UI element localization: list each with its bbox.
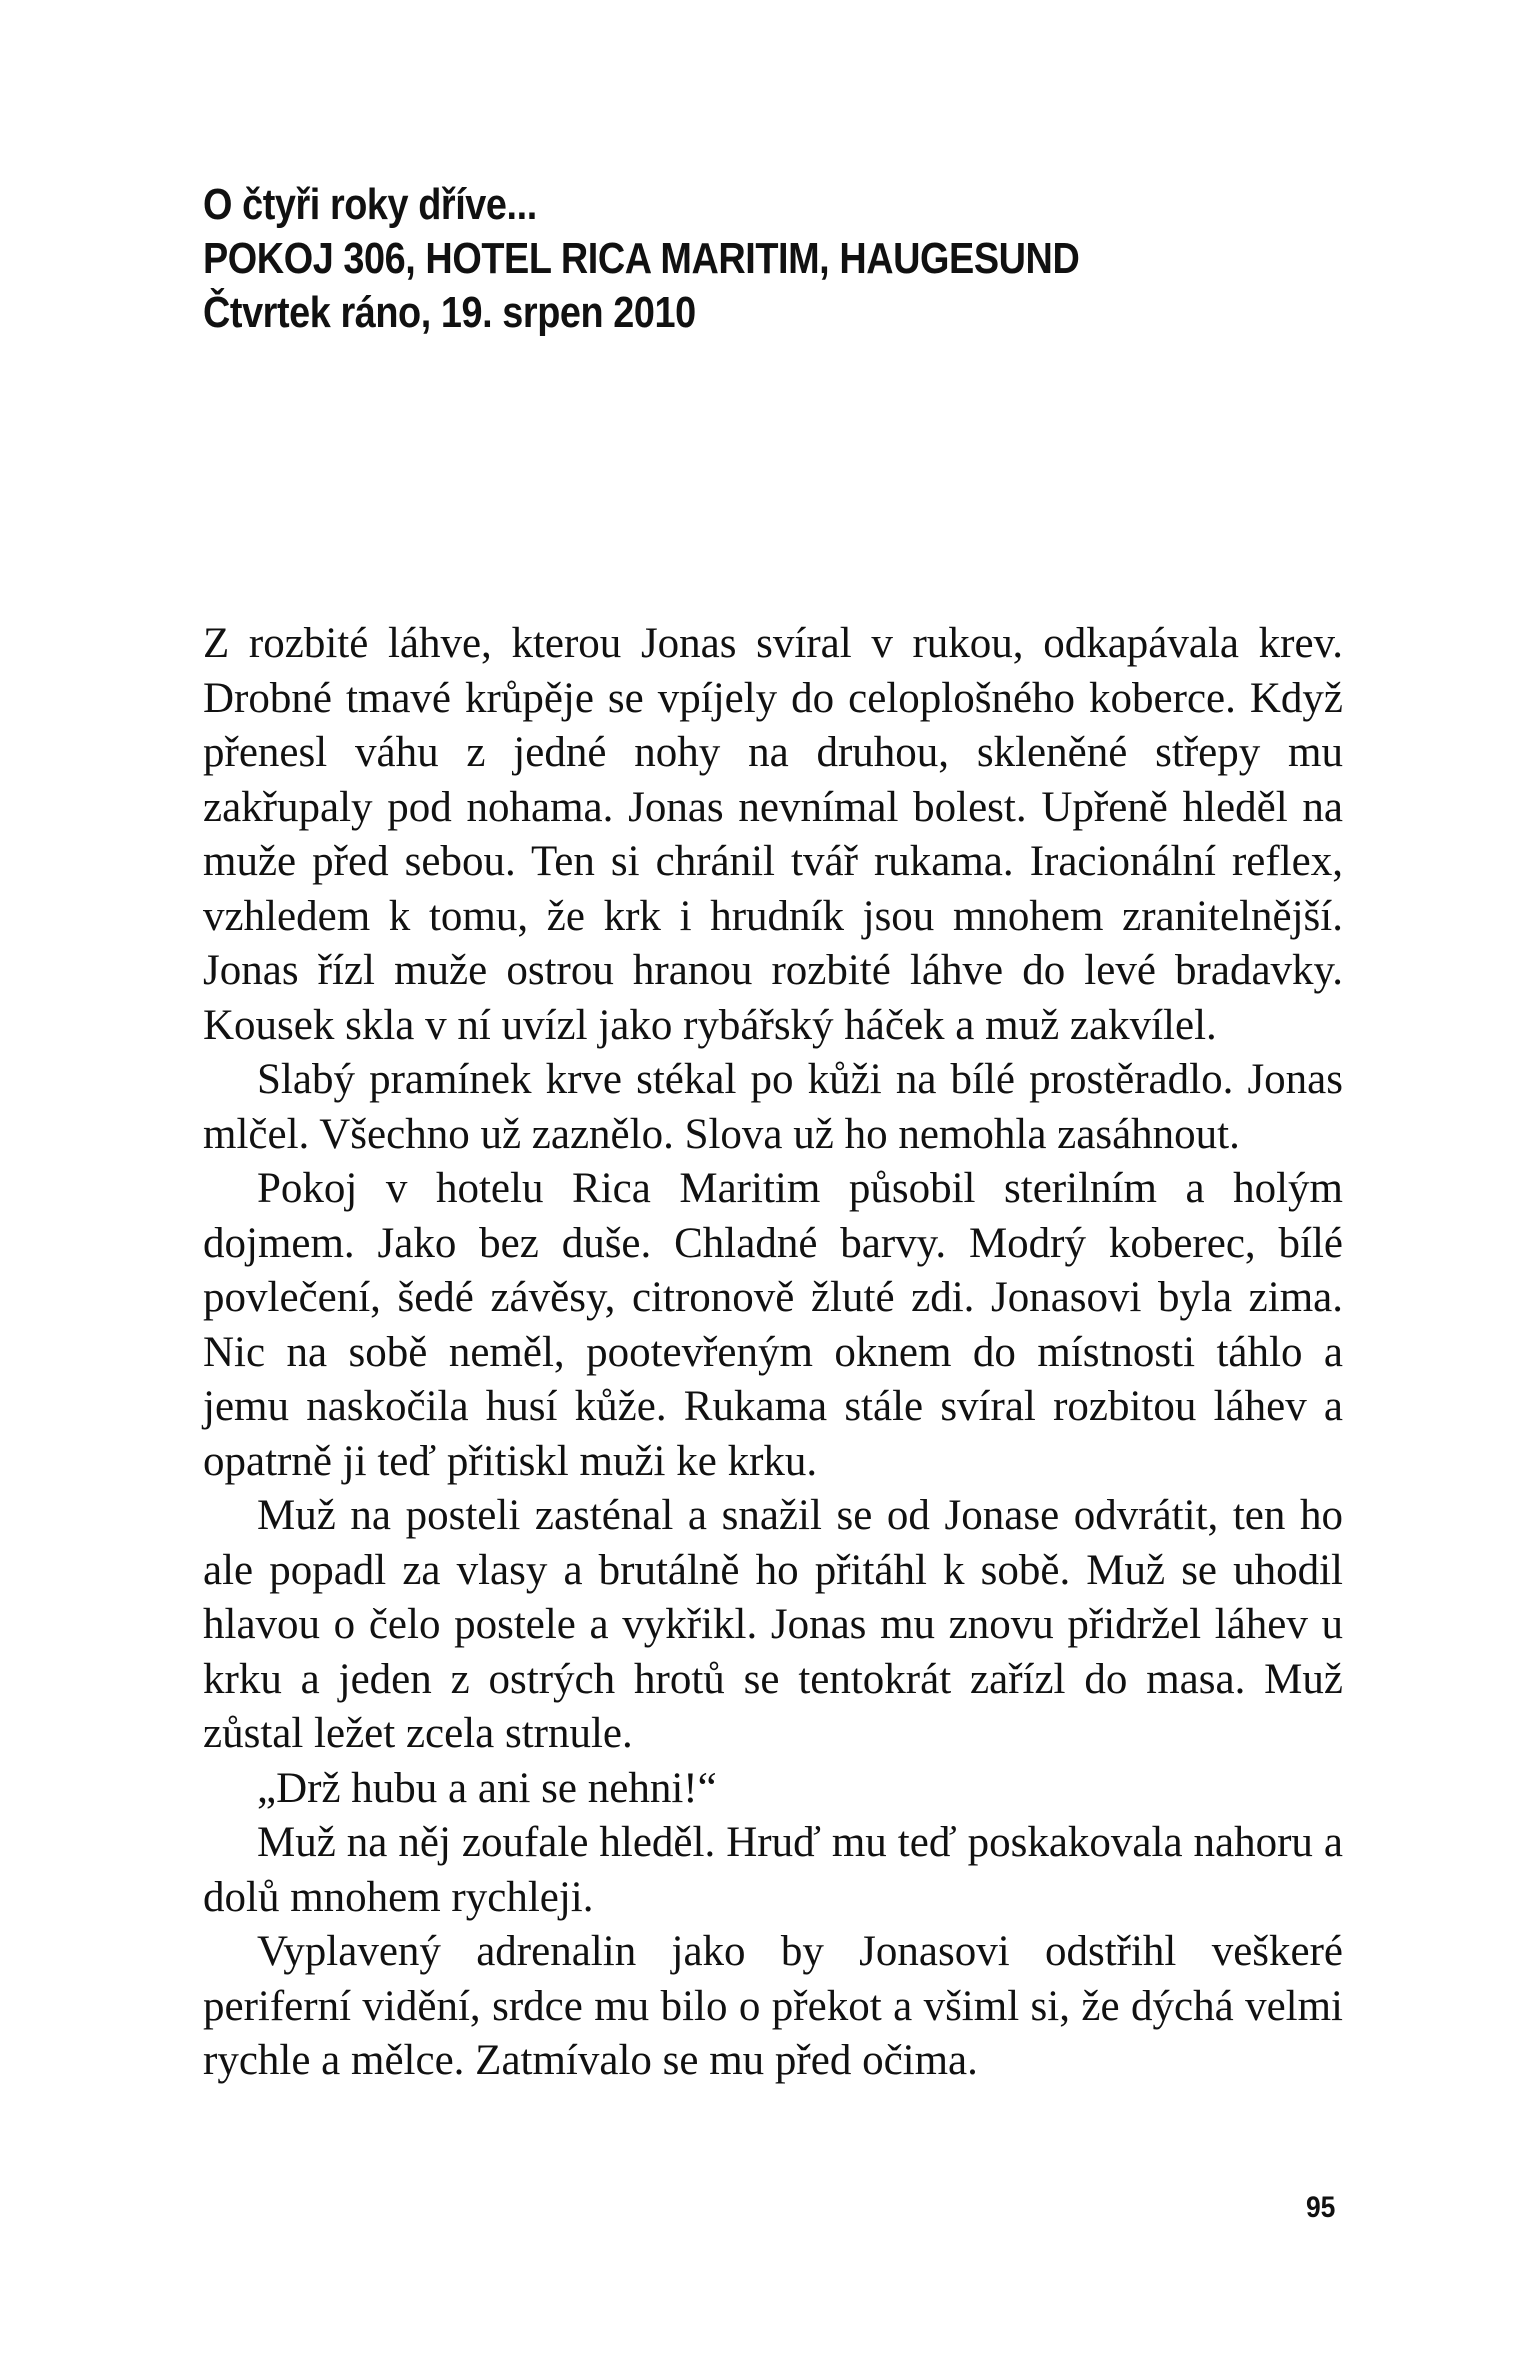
paragraph: Pokoj v hotelu Rica Maritim působil sterilním a holým dojmem. Jako bez duše. Chladné barvy. Modrý koberec, bílé povlečení, šedé závěsy, citronově žluté zdi. Jonasovi byla zima. Nic na sobě neměl, pootevřeným oknem do místnosti táhlo a jemu naskočila husí kůže. Rukama stále svíral rozbitou láhev a opatrně ji teď přitiskl muži ke krku.	[203, 1165, 1343, 1485]
chapter-heading	[203, 178, 1175, 340]
heading-location-line: POKOJ 306, HOTEL RICA MARITIM, HAUGESUND	[203, 234, 1080, 283]
paragraph: Vyplavený adrenalin jako by Jonasovi odstřihl veškeré periferní vidění, srdce mu bilo o překot a všiml si, že dýchá velmi rychle a mělce. Zatmívalo se mu před očima.	[203, 1928, 1343, 2084]
paragraph: Slabý pramínek krve stékal po kůži na bílé prostěradlo. Jonas mlčel. Všechno už zaznělo. Slova už ho nemohla zasáhnout.	[203, 1056, 1343, 1158]
page-number: 95	[1306, 2191, 1336, 2224]
paragraph: „Drž hubu a ani se nehni!“	[257, 1764, 717, 1812]
heading-date-line: Čtvrtek ráno, 19. srpen 2010	[203, 288, 696, 337]
heading-time-line: O čtyři roky dříve...	[203, 180, 537, 229]
paragraph: Muž na něj zoufale hleděl. Hruď mu teď poskakovala nahoru a dolů mnohem rychleji.	[203, 1819, 1343, 1921]
paragraph: Z rozbité láhve, kterou Jonas svíral v rukou, odkapávala krev. Drobné tmavé krůpěje se vpíjely do celoplošného koberce. Když přenesl váhu z jedné nohy na druhou, skleněné střepy mu zakřupaly pod nohama. Jonas nevnímal bolest. Upřeně hleděl na muže před sebou. Ten si chránil tvář rukama. Iracionální reflex, vzhledem k tomu, že krk i hrudník jsou mnohem zranitelnější. Jonas řízl muže ostrou hranou rozbité láhve do levé bradavky. Kousek skla v ní uvízl jako rybářský háček a muž zakvílel.	[203, 620, 1343, 1049]
chapter-body	[203, 617, 1343, 2089]
paragraph: Muž na posteli zasténal a snažil se od Jonase odvrátit, ten ho ale popadl za vlasy a brutálně ho přitáhl k sobě. Muž se uhodil hlavou o čelo postele a vykřikl. Jonas mu znovu přidržel láhev u krku a jeden z ostrých hrotů se tentokrát zařízl do masa. Muž zůstal ležet zcela strnule.	[203, 1492, 1343, 1757]
